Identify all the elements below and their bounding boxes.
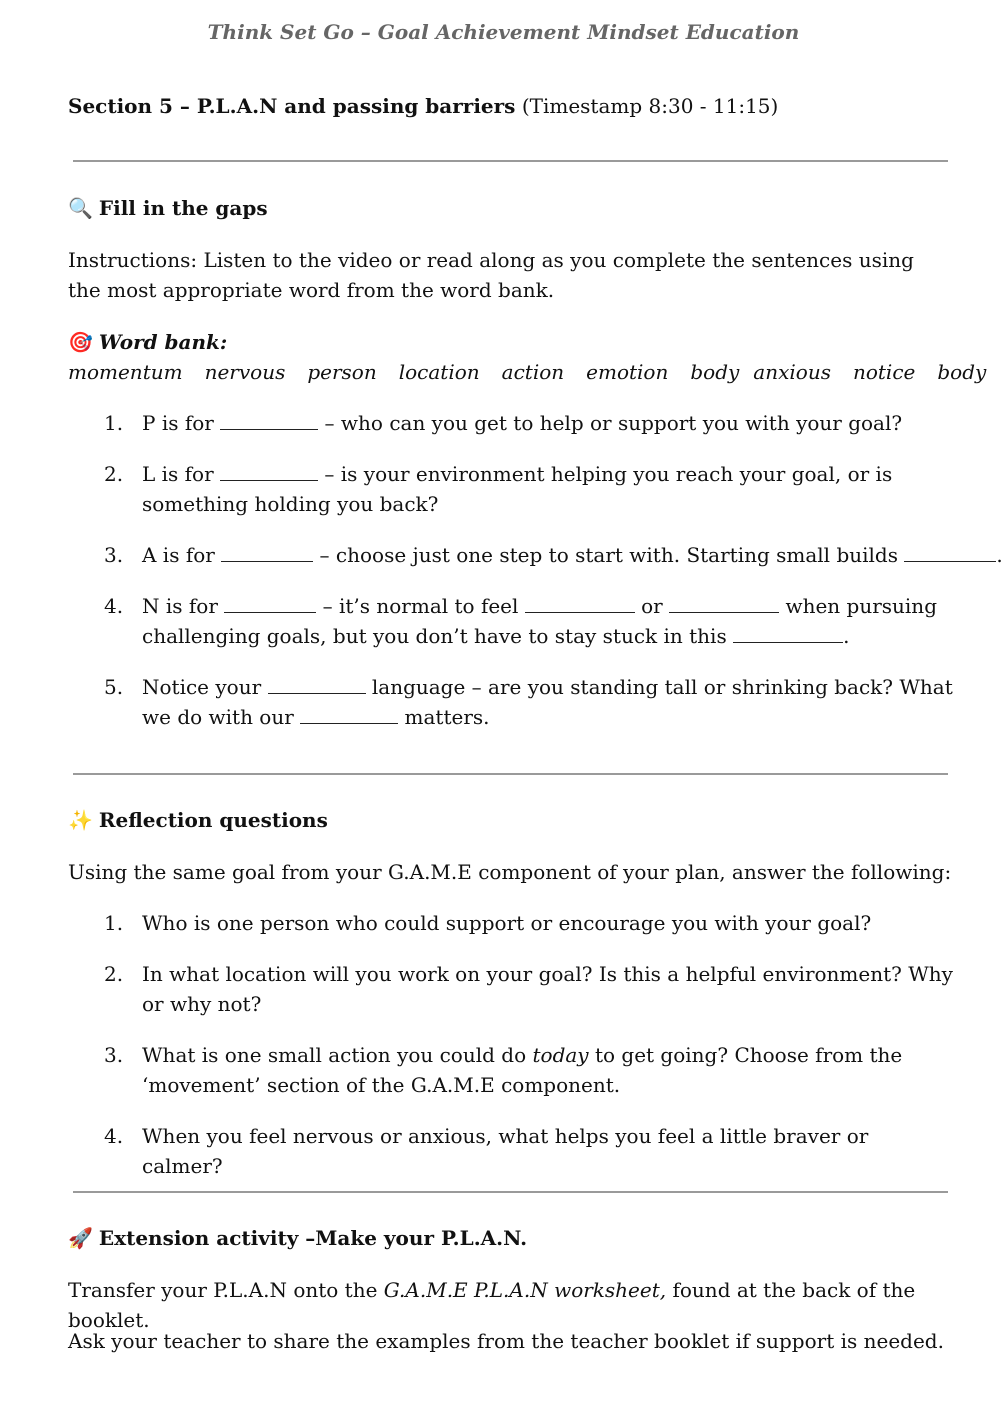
gap-item	[68, 459, 953, 519]
item-number: 4.	[104, 1124, 124, 1148]
word-bank-word: person	[307, 360, 377, 384]
extension-text: found at the back of the booklet.	[68, 1278, 916, 1332]
gap-item	[68, 408, 953, 438]
reflection-item	[68, 908, 953, 938]
reflection-item	[68, 959, 953, 1019]
reflection-text: to get going? Choose from the ‘movement’ section of the G.A.M.E component.	[142, 1043, 903, 1097]
section-timestamp: (Timestamp 8:30 - 11:15)	[521, 94, 779, 118]
blank-field[interactable]	[525, 594, 635, 613]
worksheet-name: G.A.M.E P.L.A.N worksheet,	[383, 1278, 667, 1302]
reflection-text: When you feel nervous or anxious, what helps you feel a little braver or calmer?	[142, 1124, 869, 1178]
gap-text: or	[634, 594, 670, 618]
gaps-list	[68, 408, 1003, 753]
gap-text: language – are you standing tall or shrinking back? What we do with our	[142, 675, 953, 729]
word-bank-word: nervous	[204, 360, 286, 384]
reflection-item	[68, 1040, 953, 1100]
word-bank-word: emotion	[586, 360, 669, 384]
item-number: 2.	[104, 462, 124, 486]
blank-field[interactable]	[224, 594, 316, 613]
reflection-list	[68, 908, 953, 1202]
reflection-text: Who is one person who could support or encourage you with your goal?	[142, 911, 872, 935]
blank-field[interactable]	[221, 543, 313, 562]
blank-field[interactable]	[300, 705, 398, 724]
gap-text: Notice your	[142, 675, 268, 699]
gap-text: – it’s normal to feel	[316, 594, 525, 618]
blank-field[interactable]	[669, 594, 779, 613]
item-number: 3.	[104, 1043, 124, 1067]
word-bank-word: momentum	[68, 360, 183, 384]
gap-text: P is for	[142, 411, 221, 435]
section-title-text: Section 5 – P.L.A.N and passing barriers	[68, 94, 516, 118]
magnifier-icon: 🔍	[68, 196, 93, 220]
gap-item	[68, 540, 1003, 570]
reflection-text: What is one small action you could do	[142, 1043, 533, 1067]
blank-field[interactable]	[220, 462, 318, 481]
item-number: 1.	[104, 411, 124, 435]
reflection-text: In what location will you work on your goal? Is this a helpful environment? Why or why not?	[142, 962, 953, 1016]
reflection-emphasis: today	[532, 1043, 589, 1067]
word-bank-word: notice	[852, 360, 916, 384]
gap-text: L is for	[142, 462, 221, 486]
word-bank-word: anxious	[753, 360, 831, 384]
gaps-heading-text: Fill in the gaps	[98, 196, 268, 220]
item-number: 5.	[104, 675, 124, 699]
word-bank-word: body	[937, 360, 987, 384]
gap-text: matters.	[398, 705, 490, 729]
gap-text: A is for	[142, 543, 222, 567]
extension-heading	[68, 1223, 953, 1253]
word-bank-label: Word bank:	[98, 330, 228, 354]
reflection-intro: Using the same goal from your G.A.M.E component of your plan, answer the following:	[68, 860, 952, 884]
blank-field[interactable]	[268, 675, 366, 694]
item-number: 3.	[104, 543, 124, 567]
gap-text: N is for	[142, 594, 225, 618]
item-number: 1.	[104, 911, 124, 935]
gap-text: – is your environment helping you reach your goal, or is something holding you back?	[142, 462, 893, 516]
item-number: 4.	[104, 594, 124, 618]
rocket-icon: 🚀	[68, 1226, 93, 1250]
divider	[73, 160, 948, 162]
section-title	[68, 91, 953, 121]
gap-text: when pursuing challenging goals, but you don’t have to stay stuck in this	[142, 594, 937, 648]
page-header: Think Set Go – Goal Achievement Mindset Education	[207, 20, 800, 44]
divider	[73, 1191, 948, 1193]
gap-text: – who can you get to help or support you with your goal?	[318, 411, 903, 435]
sparkles-icon: ✨	[68, 808, 93, 832]
reflection-heading	[68, 805, 953, 835]
word-bank	[68, 327, 987, 387]
gaps-instructions: Instructions: Listen to the video or read along as you complete the sentences using the most appropriate word from the word bank.	[68, 248, 914, 302]
extension-text: Transfer your P.L.A.N onto the	[68, 1278, 384, 1302]
gap-text: .	[843, 624, 850, 648]
extension-line-2: Ask your teacher to share the examples from the teacher booklet if support is needed.	[68, 1329, 944, 1353]
reflection-heading-text: Reflection questions	[98, 808, 328, 832]
reflection-item	[68, 1121, 953, 1181]
gap-item	[68, 672, 953, 732]
gap-item	[68, 591, 953, 651]
word-bank-word: action	[501, 360, 565, 384]
divider	[73, 773, 948, 775]
gap-text: .	[996, 543, 1003, 567]
item-number: 2.	[104, 962, 124, 986]
gap-text: – choose just one step to start with. Starting small builds	[313, 543, 905, 567]
word-bank-word: location	[398, 360, 480, 384]
blank-field[interactable]	[733, 624, 843, 643]
target-icon: 🎯	[68, 330, 93, 354]
gaps-heading	[68, 193, 953, 223]
blank-field[interactable]	[220, 411, 318, 430]
word-bank-word: body	[690, 360, 740, 384]
extension-heading-text: Extension activity –Make your P.L.A.N.	[98, 1226, 528, 1250]
blank-field[interactable]	[904, 543, 996, 562]
